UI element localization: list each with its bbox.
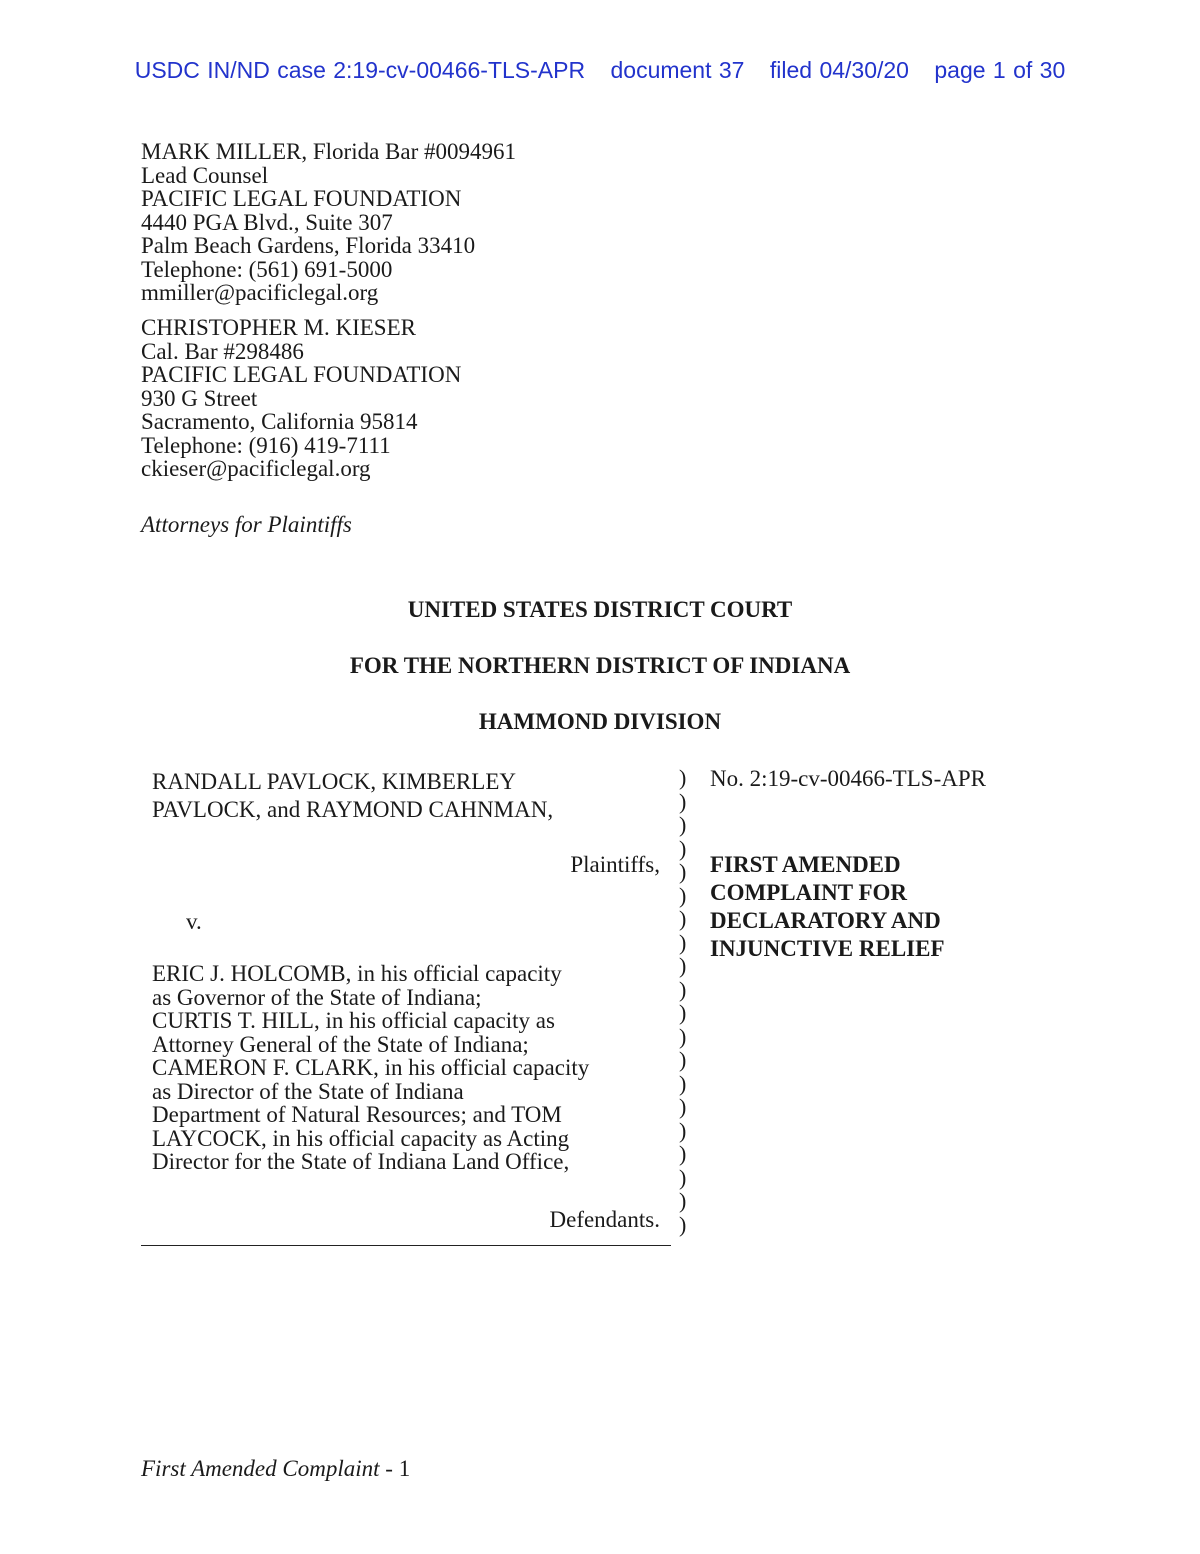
defendants-line: ERIC J. HOLCOMB, in his official capacity bbox=[152, 961, 562, 986]
header-document: document 37 bbox=[610, 57, 745, 83]
counsel-line: MARK MILLER, Florida Bar #0094961 bbox=[141, 139, 517, 164]
attorneys-for: Attorneys for Plaintiffs bbox=[141, 512, 352, 537]
case-number: No. 2:19-cv-00466-TLS-APR bbox=[710, 766, 986, 791]
defendants-label: Defendants. bbox=[549, 1207, 660, 1232]
defendants-names bbox=[152, 962, 589, 1174]
plaintiffs-line: RANDALL PAVLOCK, KIMBERLEY bbox=[152, 769, 516, 794]
counsel-line: PACIFIC LEGAL FOUNDATION bbox=[141, 186, 462, 211]
counsel-block-miller bbox=[141, 140, 516, 305]
counsel-block-kieser bbox=[141, 316, 461, 481]
defendants-line: Department of Natural Resources; and TOM bbox=[152, 1102, 562, 1127]
defendants-line: Attorney General of the State of Indiana; bbox=[152, 1031, 529, 1057]
defendants-line: as Director of the State of Indiana bbox=[152, 1078, 464, 1104]
counsel-line: PACIFIC LEGAL FOUNDATION bbox=[141, 362, 462, 387]
filing-header bbox=[0, 57, 1200, 84]
title-line: INJUNCTIVE RELIEF bbox=[710, 936, 945, 961]
plaintiffs-line: PAVLOCK, and RAYMOND CAHNMAN, bbox=[152, 797, 554, 822]
document-title bbox=[710, 851, 945, 963]
caption-rule bbox=[141, 1245, 671, 1246]
footer-doc-name: First Amended Complaint bbox=[141, 1456, 380, 1481]
title-line: DECLARATORY AND bbox=[710, 908, 941, 933]
court-district: FOR THE NORTHERN DISTRICT OF INDIANA bbox=[349, 653, 851, 678]
plaintiffs-label: Plaintiffs, bbox=[570, 852, 660, 877]
footer-separator: - bbox=[379, 1456, 399, 1481]
header-filed: filed 04/30/20 bbox=[769, 57, 909, 83]
title-line: COMPLAINT FOR bbox=[710, 880, 907, 905]
counsel-line: 4440 PGA Blvd., Suite 307 bbox=[141, 209, 393, 235]
counsel-line: Lead Counsel bbox=[141, 162, 269, 188]
plaintiffs-names bbox=[152, 768, 553, 824]
counsel-line: 930 G Street bbox=[141, 385, 258, 411]
counsel-email: mmiller@pacificlegal.org bbox=[141, 280, 379, 305]
defendants-line: as Governor of the State of Indiana; bbox=[152, 984, 482, 1010]
counsel-line: Sacramento, California 95814 bbox=[141, 409, 418, 434]
counsel-email: ckieser@pacificlegal.org bbox=[141, 456, 371, 481]
counsel-line: Telephone: (916) 419-7111 bbox=[141, 432, 391, 458]
court-name: UNITED STATES DISTRICT COURT bbox=[407, 597, 793, 622]
footer-page-number: 1 bbox=[398, 1456, 411, 1481]
counsel-line: Cal. Bar #298486 bbox=[141, 338, 304, 364]
header-case: USDC IN/ND case 2:19-cv-00466-TLS-APR bbox=[134, 57, 586, 83]
counsel-line: Palm Beach Gardens, Florida 33410 bbox=[141, 233, 476, 258]
defendants-line: CAMERON F. CLARK, in his official capacity bbox=[152, 1055, 590, 1080]
defendants-line: CURTIS T. HILL, in his official capacity as bbox=[152, 1008, 555, 1033]
counsel-line: Telephone: (561) 691-5000 bbox=[141, 256, 393, 282]
defendants-line: Director for the State of Indiana Land Office, bbox=[152, 1149, 570, 1174]
header-page: page 1 of 30 bbox=[934, 57, 1066, 83]
caption-parens: ) ) ) ) ) ) ) ) ) ) ) ) ) ) ) ) ) ) ) ) bbox=[679, 765, 687, 1237]
defendants-line: LAYCOCK, in his official capacity as Acting bbox=[152, 1125, 570, 1151]
page-footer bbox=[141, 1456, 410, 1482]
counsel-line: CHRISTOPHER M. KIESER bbox=[141, 315, 416, 340]
court-division: HAMMOND DIVISION bbox=[478, 709, 722, 734]
versus: v. bbox=[186, 909, 202, 934]
title-line: FIRST AMENDED bbox=[710, 852, 901, 877]
